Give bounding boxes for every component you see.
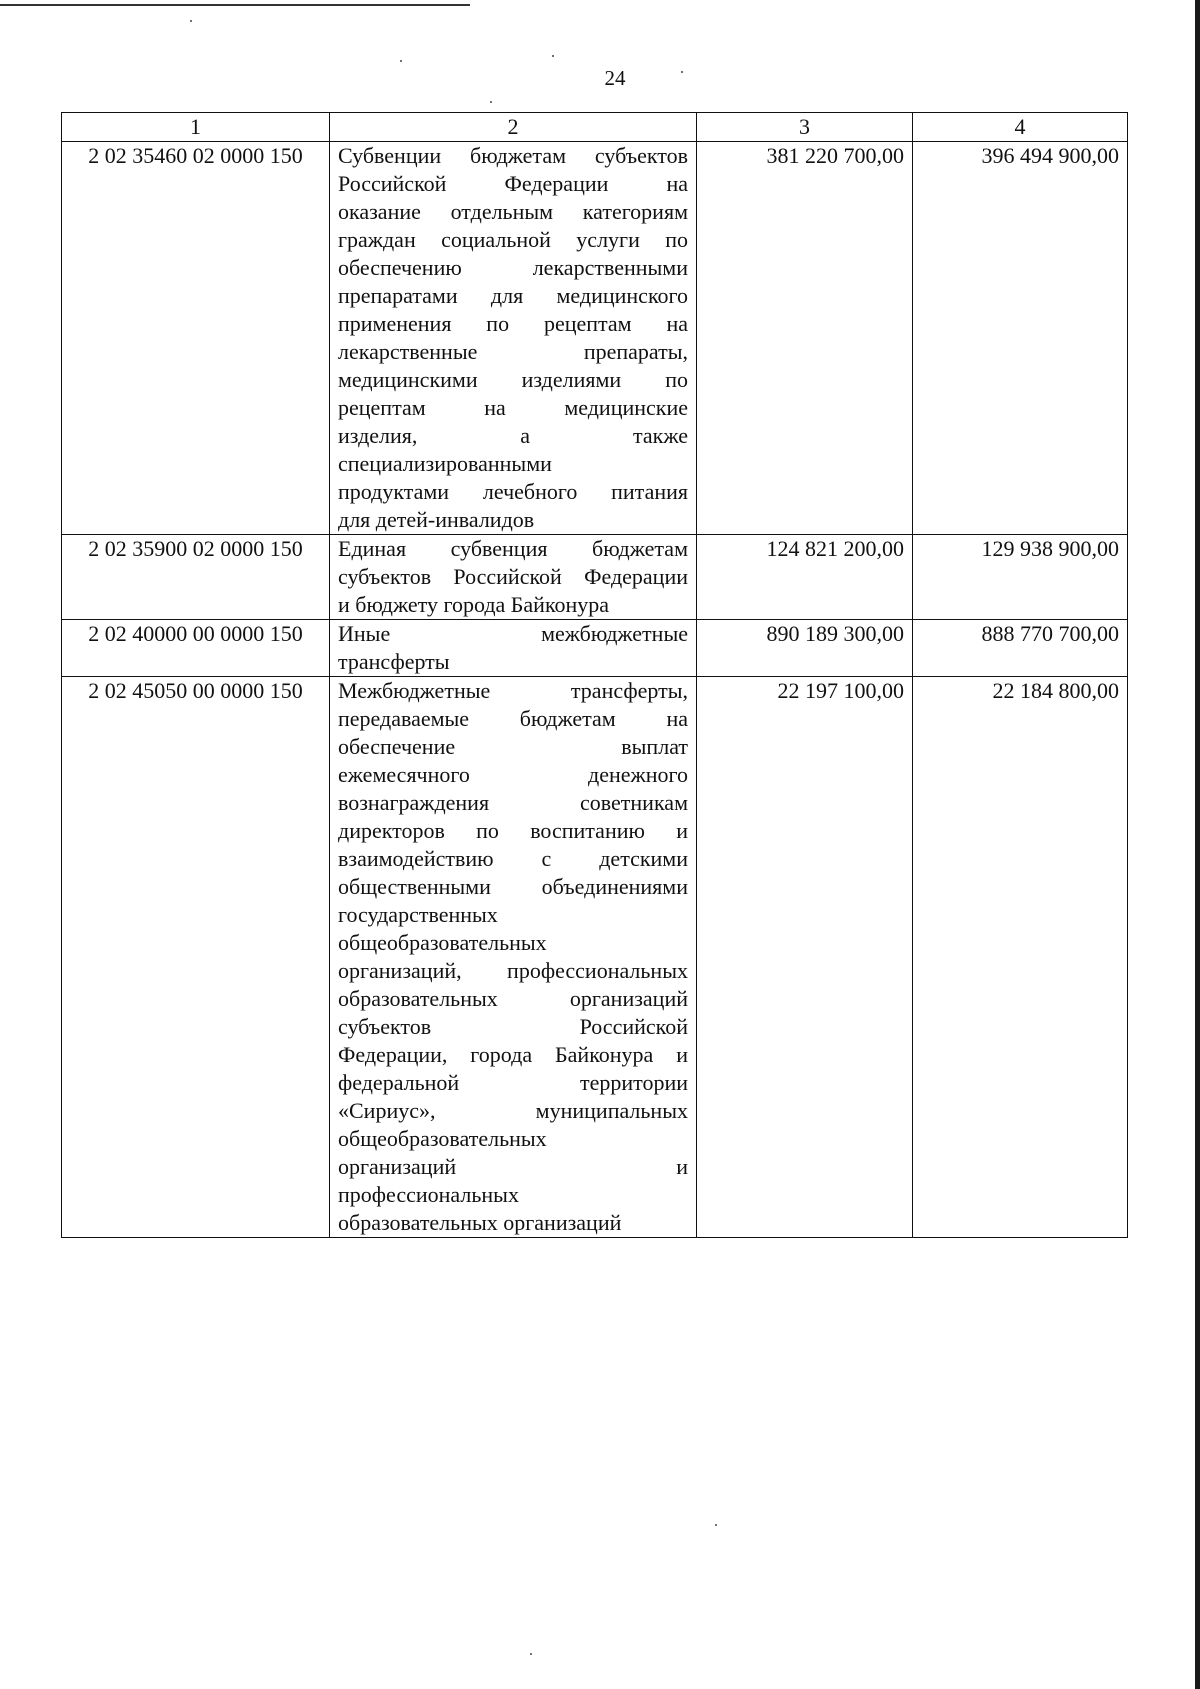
- amount-col-4-cell: 888 770 700,00: [913, 620, 1128, 677]
- description-line: Единая субвенция бюджетам: [338, 536, 688, 561]
- amount-col-3-cell: 890 189 300,00: [697, 620, 913, 677]
- amount-col-4-cell: 22 184 800,00: [913, 677, 1128, 1238]
- budget-table: [61, 112, 1128, 1238]
- description-line: вознаграждения советникам: [338, 790, 688, 815]
- description-line: граждан социальной услуги по: [338, 227, 688, 252]
- description-line: препаратами для медицинского: [338, 283, 688, 308]
- description-line: взаимодействию с детскими: [338, 846, 688, 871]
- description-line: Межбюджетные трансферты,: [338, 678, 688, 703]
- description-line: продуктами лечебного питания: [338, 479, 688, 504]
- scan-top-edge-line: [0, 4, 470, 6]
- description-line: ежемесячного денежного: [338, 762, 688, 787]
- description-line: федеральной территории: [338, 1070, 688, 1095]
- description-line: общеобразовательных: [338, 1126, 547, 1151]
- description-line: организаций, профессиональных: [338, 958, 688, 983]
- description-line: применения по рецептам на: [338, 311, 688, 336]
- table-row: [62, 535, 1128, 620]
- description-line: субъектов Российской: [338, 1014, 688, 1039]
- budget-code-cell: 2 02 45050 00 0000 150: [62, 677, 330, 1238]
- table-header-row: [62, 113, 1128, 142]
- description-line: для детей-инвалидов: [338, 507, 535, 532]
- table-row: [62, 620, 1128, 677]
- description-line: профессиональных: [338, 1182, 519, 1207]
- description-cell: [330, 535, 697, 620]
- description-line: государственных: [338, 902, 498, 927]
- description-cell: [330, 677, 697, 1238]
- description-line: общеобразовательных: [338, 930, 547, 955]
- description-line: организаций и: [338, 1154, 688, 1179]
- header-col-1: 1: [62, 113, 330, 142]
- description-line: специализированными: [338, 451, 552, 476]
- budget-code-cell: 2 02 35460 02 0000 150: [62, 142, 330, 535]
- scan-speck: [190, 20, 192, 22]
- description-line: оказание отдельным категориям: [338, 199, 688, 224]
- amount-col-3-cell: 22 197 100,00: [697, 677, 913, 1238]
- description-line: образовательных организаций: [338, 1210, 622, 1235]
- scan-speck: [530, 1653, 532, 1655]
- description-line: Российской Федерации на: [338, 171, 688, 196]
- scan-speck: [400, 60, 402, 62]
- scan-speck: [715, 1524, 717, 1526]
- description-line: Иные межбюджетные: [338, 621, 688, 646]
- description-line: обеспечению лекарственными: [338, 255, 688, 280]
- description-line: образовательных организаций: [338, 986, 688, 1011]
- amount-col-4-cell: 129 938 900,00: [913, 535, 1128, 620]
- amount-col-4-cell: 396 494 900,00: [913, 142, 1128, 535]
- table-row: [62, 142, 1128, 535]
- description-line: «Сириус», муниципальных: [338, 1098, 688, 1123]
- header-col-2: 2: [330, 113, 697, 142]
- amount-col-3-cell: 124 821 200,00: [697, 535, 913, 620]
- description-line: директоров по воспитанию и: [338, 818, 688, 843]
- description-line: лекарственные препараты,: [338, 339, 688, 364]
- scan-right-edge-shadow: [1195, 0, 1200, 1689]
- header-col-3: 3: [697, 113, 913, 142]
- description-line: и бюджету города Байконура: [338, 592, 610, 617]
- amount-col-3-cell: 381 220 700,00: [697, 142, 913, 535]
- header-col-4: 4: [913, 113, 1128, 142]
- scan-speck: [490, 101, 492, 103]
- description-line: трансферты: [338, 649, 450, 674]
- description-line: субъектов Российской Федерации: [338, 564, 688, 589]
- description-line: изделия, а также: [338, 423, 688, 448]
- description-cell: [330, 142, 697, 535]
- description-line: Федерации, города Байконура и: [338, 1042, 688, 1067]
- description-line: рецептам на медицинские: [338, 395, 688, 420]
- scan-speck: [552, 55, 554, 57]
- description-line: передаваемые бюджетам на: [338, 706, 688, 731]
- description-line: обеспечение выплат: [338, 734, 688, 759]
- page-number: 24: [604, 66, 626, 90]
- description-line: общественными объединениями: [338, 874, 688, 899]
- table-body: [62, 142, 1128, 1238]
- table-row: [62, 677, 1128, 1238]
- budget-code-cell: 2 02 35900 02 0000 150: [62, 535, 330, 620]
- description-line: Субвенции бюджетам субъектов: [338, 143, 688, 168]
- description-line: медицинскими изделиями по: [338, 367, 688, 392]
- budget-code-cell: 2 02 40000 00 0000 150: [62, 620, 330, 677]
- description-cell: [330, 620, 697, 677]
